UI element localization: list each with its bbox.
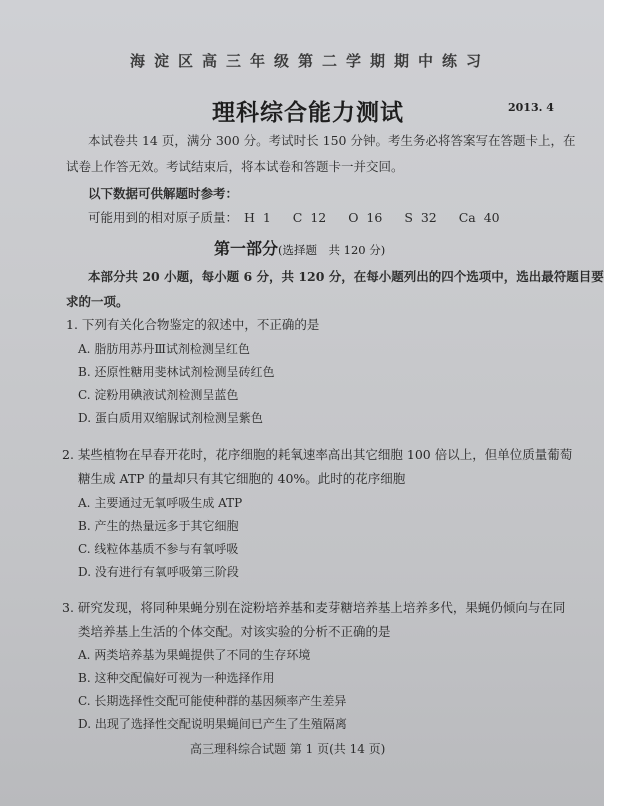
instructions-line-2: 试卷上作答无效。考试结束后，将本试卷和答题卡一并交回。 bbox=[66, 159, 404, 174]
question-3-option-c: C. 长期选择性交配可能使种群的基因频率产生差异 bbox=[78, 694, 347, 708]
question-3-stem-line-1: 3. 研究发现，将同种果蝇分别在淀粉培养基和麦芽糖培养基上培养多代，果蝇仍倾向与在同 bbox=[62, 600, 566, 615]
question-2-option-a: A. 主要通过无氧呼吸生成 ATP bbox=[78, 496, 243, 510]
atomic-mass-o: O 16 bbox=[348, 210, 383, 225]
section-intro-line-1: 本部分共 20 小题，每小题 6 分，共 120 分，在每小题列出的四个选项中，选出最符题目要 bbox=[88, 269, 604, 284]
question-1-option-a: A. 脂肪用苏丹Ⅲ试剂检测呈红色 bbox=[78, 342, 250, 356]
section-subtitle: (选择题 共 120 分) bbox=[278, 243, 386, 257]
question-1-option-b: B. 还原性糖用斐林试剂检测呈砖红色 bbox=[78, 365, 275, 379]
question-2-stem-line-2: 糖生成 ATP 的量却只有其它细胞的 40%。此时的花序细胞 bbox=[78, 471, 406, 486]
question-2-option-b: B. 产生的热量远多于其它细胞 bbox=[78, 519, 239, 533]
question-3-option-d: D. 出现了选择性交配说明果蝇间已产生了生殖隔离 bbox=[78, 717, 347, 731]
question-3-stem-line-2: 类培养基上生活的个体交配。对该实验的分析不正确的是 bbox=[78, 624, 391, 639]
question-3-option-b: B. 这种交配偏好可视为一种选择作用 bbox=[78, 671, 275, 685]
school-header: 海淀区高三年级第二学期期中练习 bbox=[130, 52, 491, 70]
page-footer: 高三理科综合试题 第 1 页(共 14 页) bbox=[190, 742, 386, 756]
question-2-option-c: C. 线粒体基质不参与有氧呼吸 bbox=[78, 542, 239, 556]
atomic-mass-label: 可能用到的相对原子质量： bbox=[88, 210, 239, 225]
exam-date: 2013. 4 bbox=[508, 101, 554, 114]
question-2-option-d: D. 没有进行有氧呼吸第三阶段 bbox=[78, 565, 239, 579]
reference-heading: 以下数据可供解题时参考： bbox=[88, 186, 239, 201]
question-1-option-c: C. 淀粉用碘液试剂检测呈蓝色 bbox=[78, 388, 239, 402]
section-intro-line-2: 求的一项。 bbox=[66, 294, 129, 309]
atomic-mass-row bbox=[88, 208, 500, 226]
atomic-mass-s: S 32 bbox=[404, 210, 437, 225]
atomic-mass-c: C 12 bbox=[292, 210, 327, 225]
exam-title: 理科综合能力测试 bbox=[212, 99, 404, 126]
atomic-mass-h: H 1 bbox=[244, 210, 271, 225]
question-1-stem: 1. 下列有关化合物鉴定的叙述中，不正确的是 bbox=[66, 317, 320, 332]
instructions-line-1: 本试卷共 14 页，满分 300 分。考试时长 150 分钟。考生务必将答案写在答题卡上，在 bbox=[88, 133, 576, 148]
section-title: 第一部分 bbox=[214, 239, 279, 258]
atomic-mass-ca: Ca 40 bbox=[458, 210, 500, 225]
question-2-stem-line-1: 2. 某些植物在早春开花时，花序细胞的耗氧速率高出其它细胞 100 倍以上，但单位质量葡萄 bbox=[62, 447, 573, 462]
section-heading bbox=[214, 236, 385, 259]
question-1-option-d: D. 蛋白质用双缩脲试剂检测呈紫色 bbox=[78, 411, 263, 425]
question-3-option-a: A. 两类培养基为果蝇提供了不同的生存环境 bbox=[78, 648, 311, 662]
